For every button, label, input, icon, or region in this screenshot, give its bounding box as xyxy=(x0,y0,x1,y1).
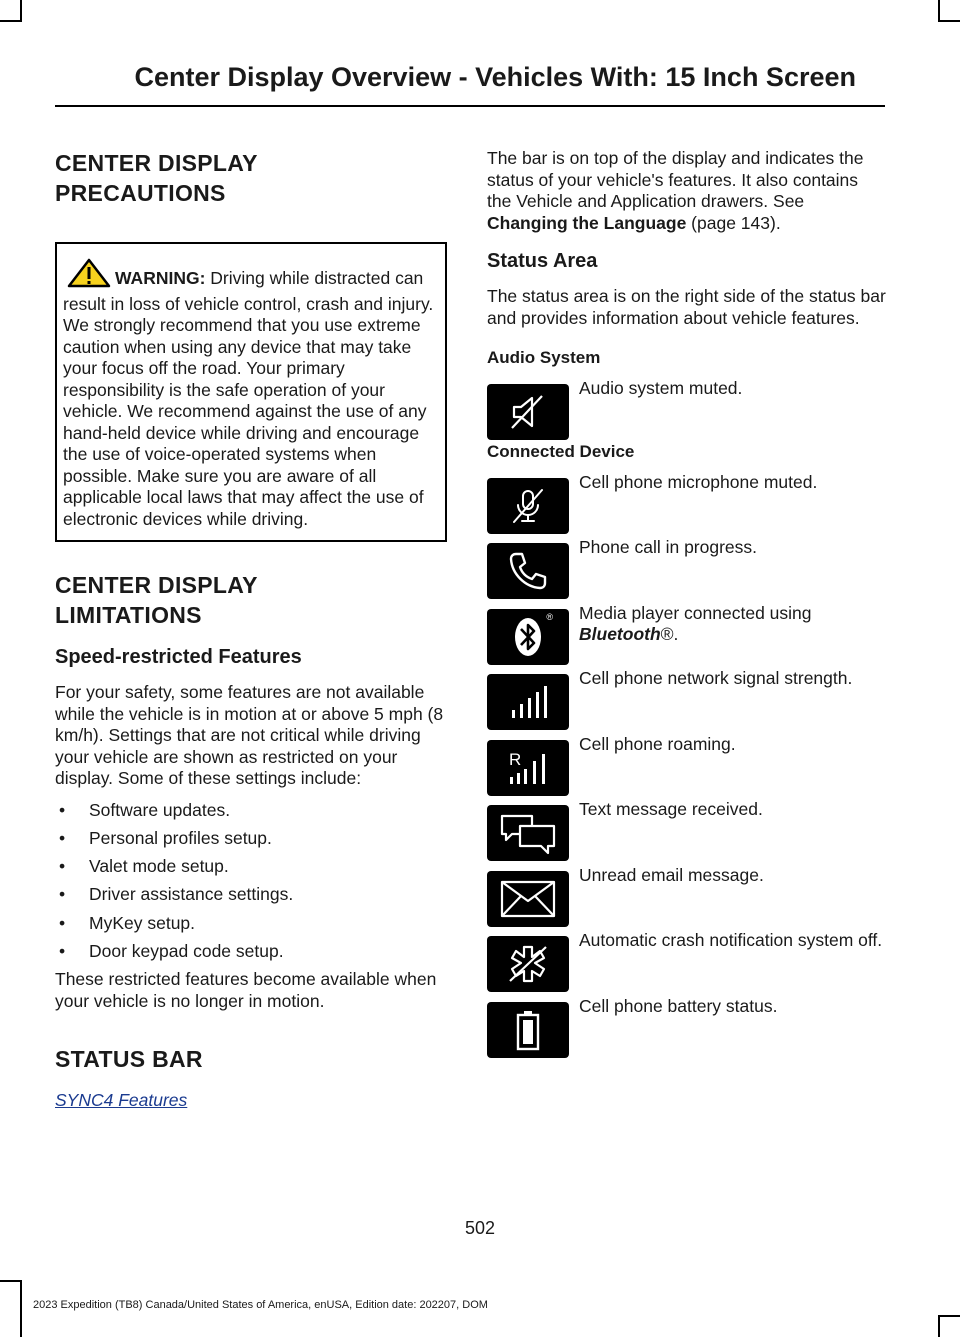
precautions-heading-line2: PRECAUTIONS xyxy=(55,180,226,206)
list-item: • Software updates. xyxy=(55,800,447,821)
roaming-icon xyxy=(487,740,569,796)
page-reference: (page 143). xyxy=(686,212,781,233)
list-item: • Personal profiles setup. xyxy=(55,828,447,849)
crash-notification-row xyxy=(487,930,887,1002)
speed-outro: These restricted features become available when your vehicle is no longer in motion. xyxy=(55,969,437,1011)
crop-mark xyxy=(938,1315,960,1317)
call-progress-row xyxy=(487,537,887,609)
bluetooth-row xyxy=(487,602,887,675)
edition-footer: 2023 Expedition (TB8) Canada/United States of America, enUSA, Edition date: 202207, DOM xyxy=(33,1299,488,1311)
crash-notification-off-icon xyxy=(487,936,569,992)
text-message-text: Text message received. xyxy=(579,799,763,819)
audio-muted-row xyxy=(487,378,887,450)
bluetooth-text xyxy=(579,603,812,646)
email-row xyxy=(487,864,887,937)
signal-row xyxy=(487,668,887,740)
bluetooth-icon xyxy=(487,609,569,665)
status-bar-intro xyxy=(487,148,887,234)
mic-muted-text: Cell phone microphone muted. xyxy=(579,471,818,492)
chat-bubbles-icon xyxy=(487,805,569,861)
list-item: • Driver assistance settings. xyxy=(55,884,447,905)
list-item: • MyKey setup. xyxy=(55,913,447,934)
list-item: • Valet mode setup. xyxy=(55,856,447,877)
limitations-heading-line2: LIMITATIONS xyxy=(55,602,202,628)
page-number: 502 xyxy=(464,1218,496,1238)
connected-device-heading: Connected Device xyxy=(487,441,635,461)
mic-muted-row xyxy=(487,471,887,544)
crop-mark xyxy=(0,1280,22,1282)
speed-restricted-heading: Speed-restricted Features xyxy=(55,646,302,668)
warning-label: WARNING: xyxy=(115,268,206,288)
battery-text: Cell phone battery status. xyxy=(579,995,778,1016)
roaming-letter: R xyxy=(509,749,522,769)
precautions-heading-line1: CENTER DISPLAY xyxy=(55,150,258,176)
crop-mark xyxy=(938,20,960,22)
envelope-icon xyxy=(487,871,569,927)
page-title: Center Display Overview - Vehicles With: 15 Inch Screen xyxy=(134,62,856,92)
email-text: Unread email message. xyxy=(579,864,764,885)
precautions-heading xyxy=(55,148,447,208)
crop-mark xyxy=(20,0,22,22)
battery-row xyxy=(487,995,887,1068)
audio-muted-text: Audio system muted. xyxy=(579,378,743,398)
status-area-heading: Status Area xyxy=(487,250,598,272)
limitations-heading xyxy=(55,570,447,630)
call-progress-text: Phone call in progress. xyxy=(579,537,758,557)
warning-box xyxy=(55,242,447,542)
microphone-muted-icon xyxy=(487,478,569,534)
bluetooth-text-prefix: Media player connected using xyxy=(579,602,812,623)
bluetooth-reg: ®. xyxy=(660,624,679,644)
speed-intro: For your safety, some features are not available while the vehicle is in motion at or above 5 mph (8 km/h). Settings that are not critical while driving your vehicle are shown as restricted on your display. Some of these settings include: xyxy=(55,682,444,788)
phone-icon xyxy=(487,543,569,599)
crop-mark xyxy=(20,1280,22,1337)
warning-triangle-icon xyxy=(67,258,111,294)
status-bar-intro-text: The bar is on top of the display and indicates the status of your vehicle's features. It also contains the Vehicle and Application drawers. See xyxy=(487,148,864,211)
warning-text: Driving while distracted can result in loss of vehicle control, crash and injury. We strongly recommend that you use extreme caution when using any device that may take your focus off the road. Your primary responsibility is the safe operation of your vehicle. We recommend against the use of any hand-held device while driving and encourage the use of voice-operated systems when possible. Make sure you are aware of all applicable local laws that may affect the use of electronic devices while driving. xyxy=(63,268,434,529)
signal-text: Cell phone network signal strength. xyxy=(579,668,853,688)
limitations-heading-line1: CENTER DISPLAY xyxy=(55,572,258,598)
text-message-row xyxy=(487,799,887,871)
right-column xyxy=(487,148,887,1067)
crop-mark xyxy=(0,20,22,22)
bluetooth-brand: Bluetooth xyxy=(579,624,661,644)
restricted-settings-list xyxy=(55,800,447,962)
audio-system-heading: Audio System xyxy=(487,348,601,367)
crash-notification-text: Automatic crash notification system off. xyxy=(579,930,883,950)
roaming-row xyxy=(487,733,887,806)
signal-strength-icon xyxy=(487,674,569,730)
list-item: • Door keypad code setup. xyxy=(55,941,447,962)
status-area-text: The status area is on the right side of the status bar and provides information about vehicle features. xyxy=(487,286,886,328)
registered-mark-icon: ® xyxy=(546,611,553,622)
crop-mark xyxy=(938,0,940,22)
title-rule xyxy=(55,105,885,107)
battery-icon xyxy=(487,1002,569,1058)
changing-language-link[interactable]: Changing the Language xyxy=(487,212,687,233)
crop-mark xyxy=(938,1315,940,1337)
speaker-muted-icon xyxy=(487,384,569,440)
roaming-text: Cell phone roaming. xyxy=(579,733,736,754)
left-column xyxy=(55,148,447,1111)
status-bar-heading: STATUS BAR xyxy=(55,1046,203,1073)
sync4-features-link[interactable]: SYNC4 Features xyxy=(55,1090,188,1111)
